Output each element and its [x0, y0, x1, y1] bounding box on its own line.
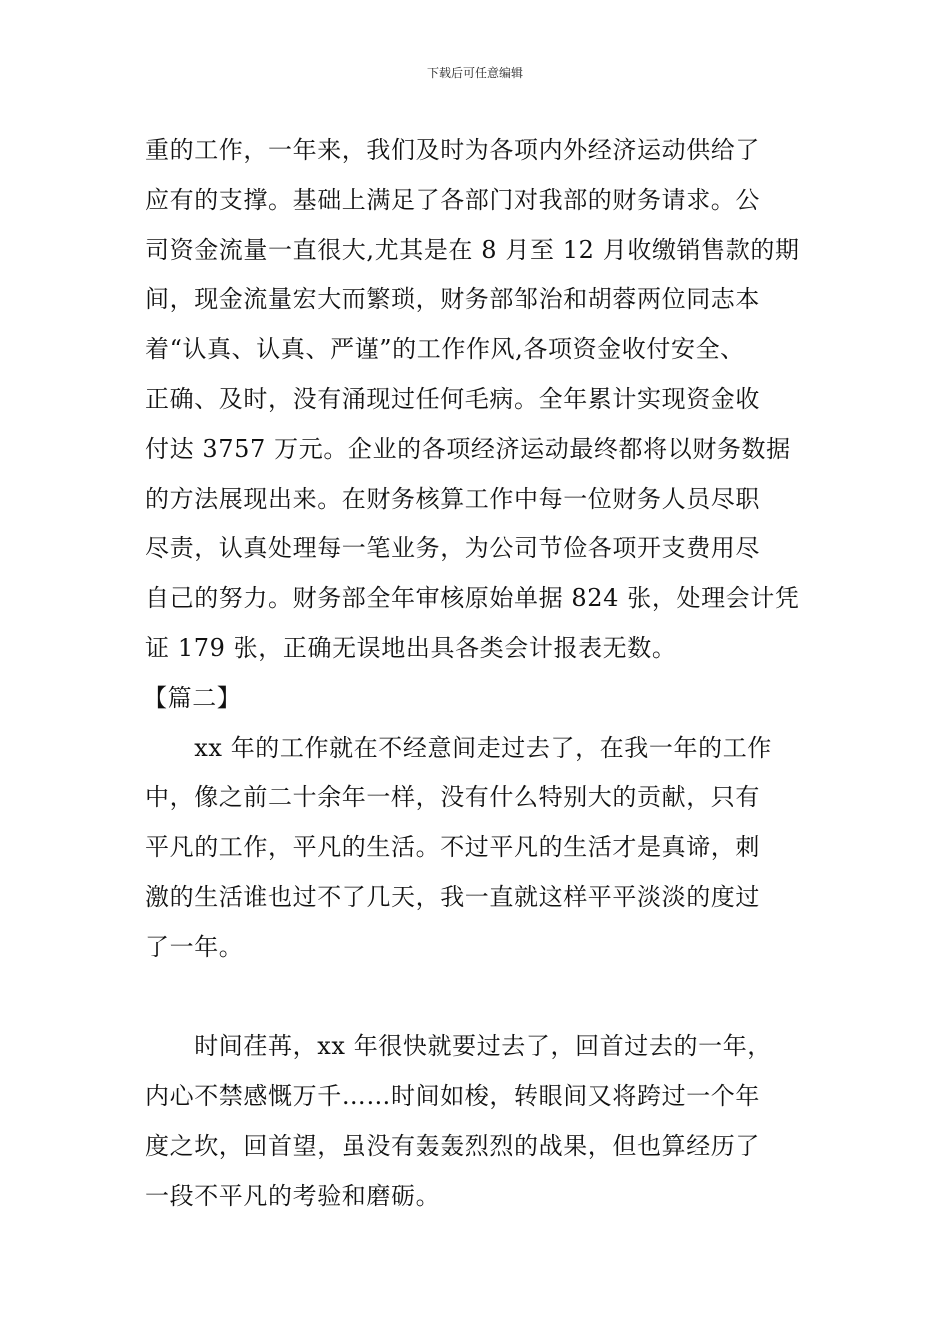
- text-line: 度之坎，回首望，虽没有轰轰烈烈的战果，但也算经历了: [145, 1131, 760, 1160]
- text-line: 着“认真、认真、严谨”的工作作风,各项资金收付安全、: [145, 335, 745, 364]
- text-line: 司资金流量一直很大,尤其是在 8 月至 12 月收缴销售款的期: [145, 235, 800, 264]
- text-line: 应有的支撑。基础上满足了各部门对我部的财务请求。公: [145, 185, 760, 214]
- text-line: 付达 3757 万元。企业的各项经济运动最终都将以财务数据: [145, 434, 791, 463]
- text-line: 正确、及时，没有涌现过任何毛病。全年累计实现资金收: [145, 384, 760, 413]
- text-line: 重的工作，一年来，我们及时为各项内外经济运动供给了: [145, 136, 760, 164]
- page-header: 下载后可任意编辑: [426, 66, 523, 80]
- text-line: 证 179 张，正确无误地出具各类会计报表无数。: [145, 633, 677, 662]
- paragraph-3: [145, 1022, 813, 1221]
- section-heading: 【篇二】: [143, 683, 242, 712]
- text-line: 的方法展现出来。在财务核算工作中每一位财务人员尽职: [145, 484, 760, 513]
- text-line: 内心不禁感慨万千……时间如梭，转眼间又将跨过一个年: [145, 1082, 760, 1111]
- paragraph-spacer: [145, 973, 813, 1023]
- text-line: xx 年的工作就在不经意间走过去了，在我一年的工作: [145, 733, 772, 762]
- text-line: 间，现金流量宏大而繁琐，财务部邹治和胡蓉两位同志本: [145, 285, 760, 314]
- paragraph-1: [145, 126, 813, 674]
- text-line: 平凡的工作，平凡的生活。不过平凡的生活才是真谛，刺: [145, 833, 760, 862]
- text-line: 中，像之前二十余年一样，没有什么特别大的贡献，只有: [145, 783, 760, 812]
- text-line: 自己的努力。财务部全年审核原始单据 824 张，处理会计凭: [145, 584, 800, 613]
- paragraph-2: [145, 724, 813, 973]
- text-line: 时间荏苒，xx 年很快就要过去了，回首过去的一年，: [145, 1032, 772, 1061]
- text-line: 激的生活谁也过不了几天，我一直就这样平平淡淡的度过: [145, 882, 760, 911]
- text-line: 尽责，认真处理每一笔业务，为公司节俭各项开支费用尽: [145, 534, 760, 563]
- document-body: [145, 126, 813, 1222]
- text-line: 一段不平凡的考验和磨砺。: [145, 1181, 441, 1210]
- text-line: 了一年。: [145, 932, 244, 961]
